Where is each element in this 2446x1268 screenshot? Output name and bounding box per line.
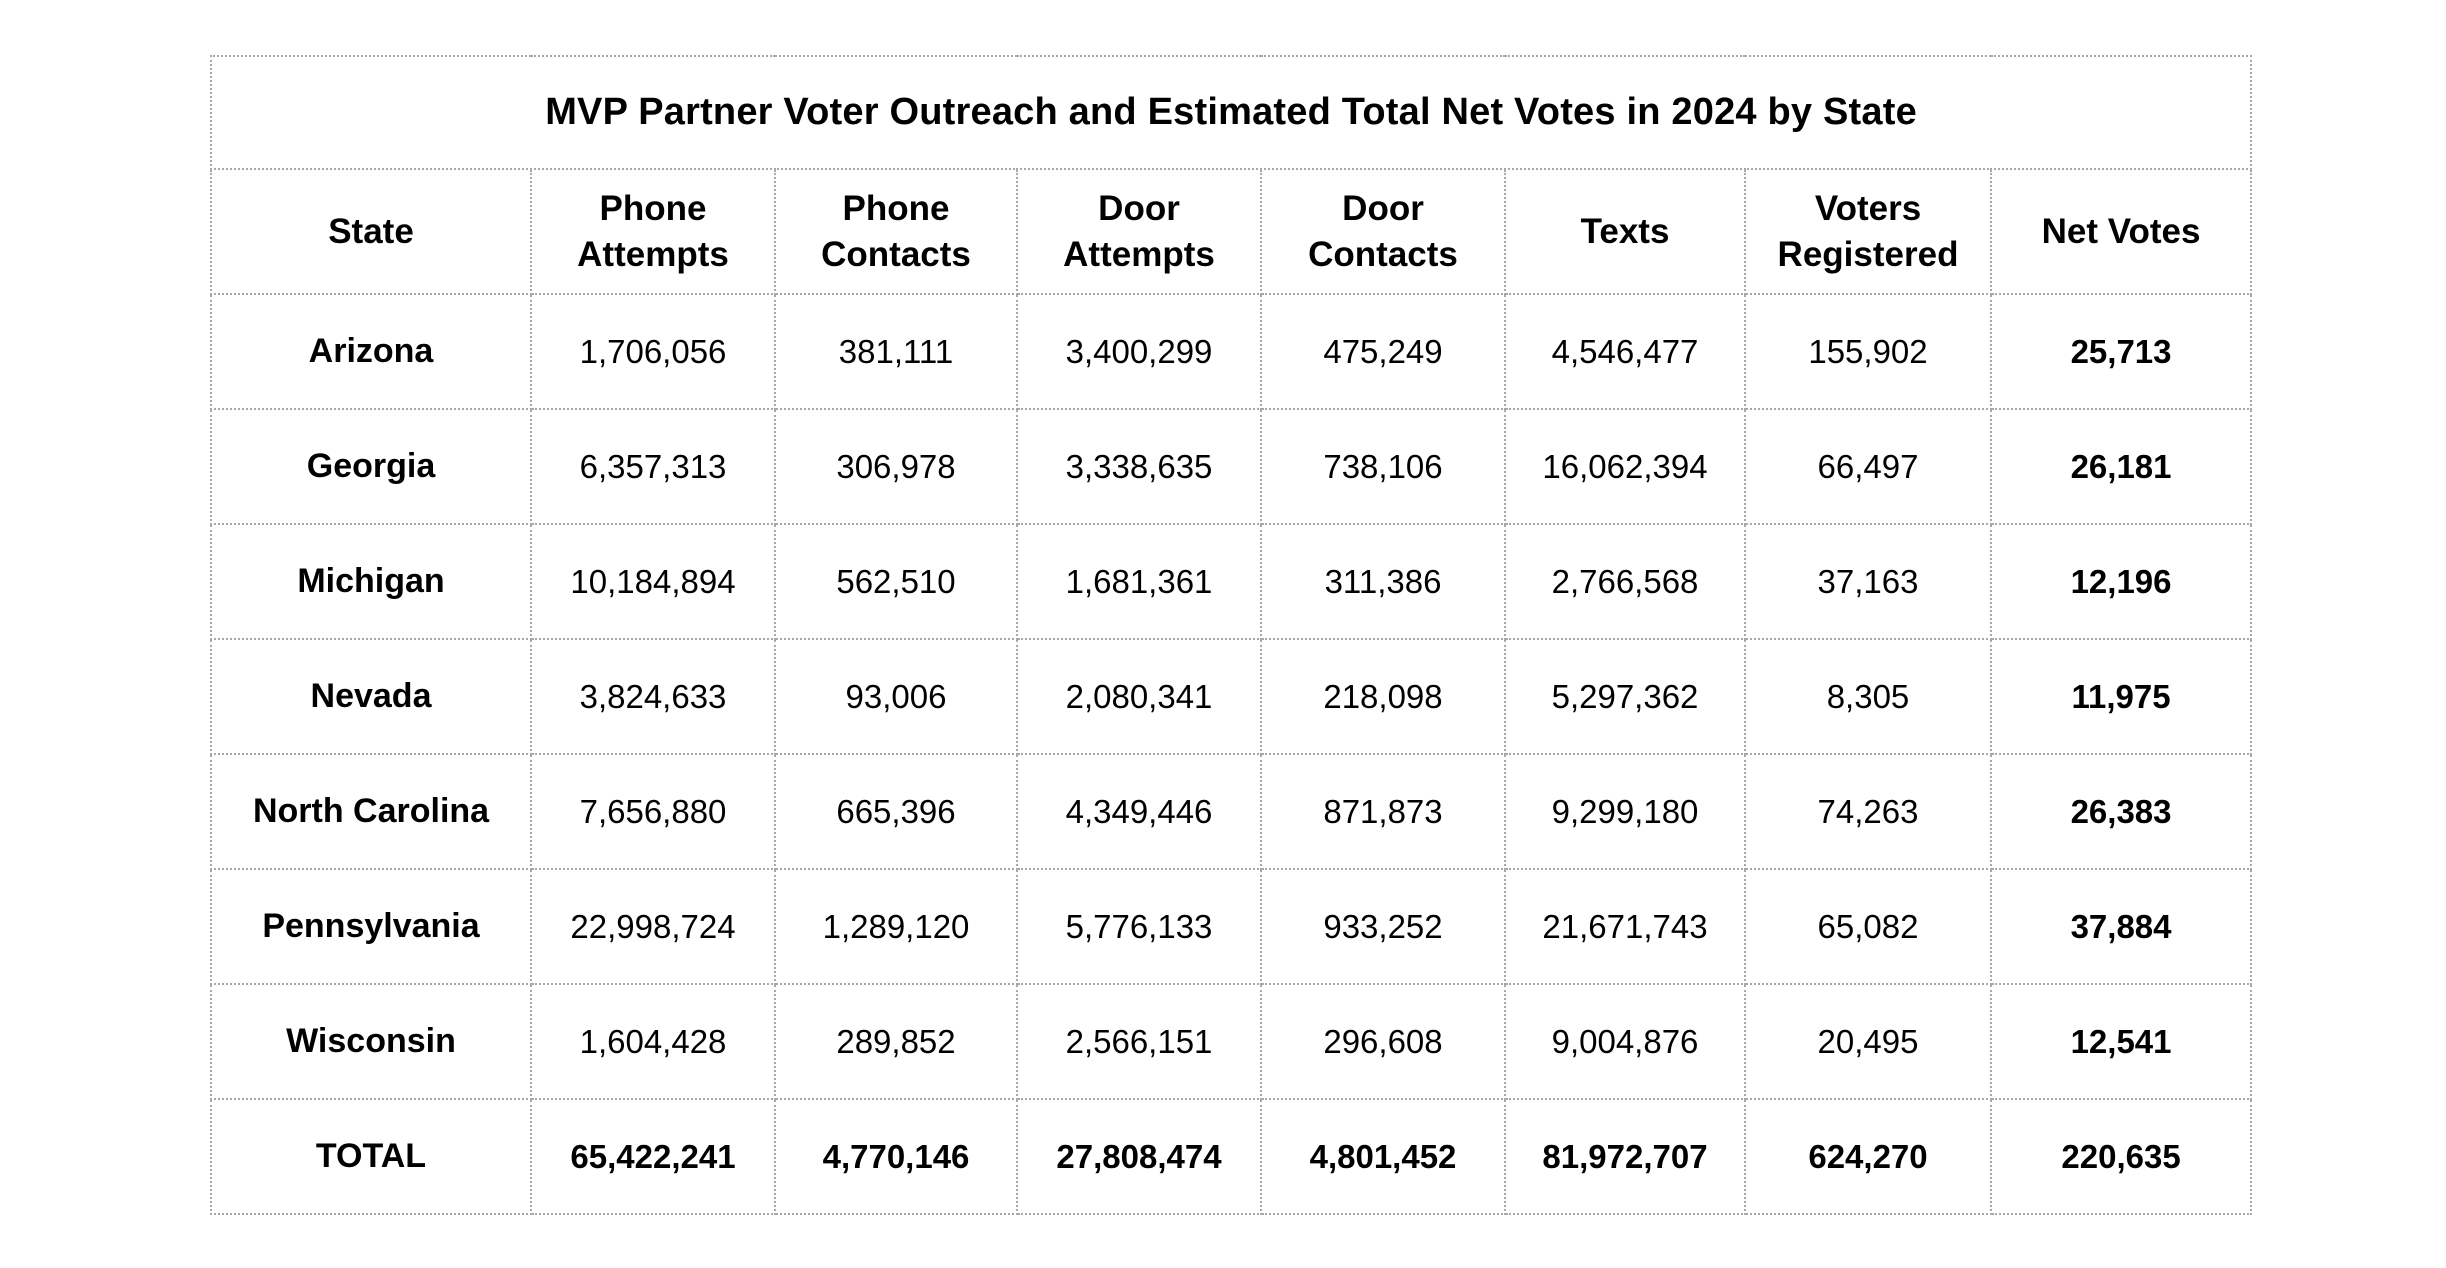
value-cell: 381,111 [775, 294, 1017, 409]
state-cell: Nevada [211, 639, 531, 754]
value-cell: 562,510 [775, 524, 1017, 639]
value-cell: 9,299,180 [1505, 754, 1745, 869]
total-label-cell: TOTAL [211, 1099, 531, 1214]
value-cell: 1,604,428 [531, 984, 775, 1099]
value-cell: 3,400,299 [1017, 294, 1261, 409]
value-cell: 871,873 [1261, 754, 1505, 869]
state-cell: Wisconsin [211, 984, 531, 1099]
value-cell: 475,249 [1261, 294, 1505, 409]
value-cell: 21,671,743 [1505, 869, 1745, 984]
value-cell: 65,082 [1745, 869, 1991, 984]
value-cell: 4,349,446 [1017, 754, 1261, 869]
table-row-total [211, 1099, 2251, 1214]
value-cell: 3,338,635 [1017, 409, 1261, 524]
net-votes-cell: 12,541 [1991, 984, 2251, 1099]
value-cell: 311,386 [1261, 524, 1505, 639]
value-cell: 2,080,341 [1017, 639, 1261, 754]
total-net-votes-cell: 220,635 [1991, 1099, 2251, 1214]
state-cell: Arizona [211, 294, 531, 409]
value-cell: 218,098 [1261, 639, 1505, 754]
total-value-cell: 65,422,241 [531, 1099, 775, 1214]
header-cell-door-contacts: Door Contacts [1261, 169, 1505, 294]
state-cell: Georgia [211, 409, 531, 524]
header-cell-phone-contacts: Phone Contacts [775, 169, 1017, 294]
table-row-michigan [211, 524, 2251, 639]
value-cell: 74,263 [1745, 754, 1991, 869]
value-cell: 10,184,894 [531, 524, 775, 639]
net-votes-cell: 37,884 [1991, 869, 2251, 984]
total-value-cell: 624,270 [1745, 1099, 1991, 1214]
table-title: MVP Partner Voter Outreach and Estimated Total Net Votes in 2024 by State [211, 56, 2251, 169]
value-cell: 1,289,120 [775, 869, 1017, 984]
value-cell: 5,297,362 [1505, 639, 1745, 754]
value-cell: 296,608 [1261, 984, 1505, 1099]
header-cell-door-attempts: Door Attempts [1017, 169, 1261, 294]
table-row-north-carolina [211, 754, 2251, 869]
value-cell: 22,998,724 [531, 869, 775, 984]
value-cell: 16,062,394 [1505, 409, 1745, 524]
value-cell: 37,163 [1745, 524, 1991, 639]
state-cell: North Carolina [211, 754, 531, 869]
state-cell: Pennsylvania [211, 869, 531, 984]
total-value-cell: 27,808,474 [1017, 1099, 1261, 1214]
value-cell: 1,706,056 [531, 294, 775, 409]
value-cell: 66,497 [1745, 409, 1991, 524]
voter-outreach-table-container [210, 55, 2250, 1213]
net-votes-cell: 26,181 [1991, 409, 2251, 524]
value-cell: 155,902 [1745, 294, 1991, 409]
value-cell: 6,357,313 [531, 409, 775, 524]
table-row-wisconsin [211, 984, 2251, 1099]
value-cell: 2,766,568 [1505, 524, 1745, 639]
voter-outreach-table [210, 55, 2252, 1215]
table-row-nevada [211, 639, 2251, 754]
value-cell: 3,824,633 [531, 639, 775, 754]
value-cell: 933,252 [1261, 869, 1505, 984]
value-cell: 93,006 [775, 639, 1017, 754]
net-votes-cell: 11,975 [1991, 639, 2251, 754]
net-votes-cell: 25,713 [1991, 294, 2251, 409]
table-row-arizona [211, 294, 2251, 409]
table-row-pennsylvania [211, 869, 2251, 984]
value-cell: 306,978 [775, 409, 1017, 524]
header-cell-state: State [211, 169, 531, 294]
value-cell: 2,566,151 [1017, 984, 1261, 1099]
net-votes-cell: 12,196 [1991, 524, 2251, 639]
value-cell: 9,004,876 [1505, 984, 1745, 1099]
header-cell-texts: Texts [1505, 169, 1745, 294]
header-cell-phone-attempts: Phone Attempts [531, 169, 775, 294]
value-cell: 5,776,133 [1017, 869, 1261, 984]
value-cell: 289,852 [775, 984, 1017, 1099]
value-cell: 20,495 [1745, 984, 1991, 1099]
header-cell-net-votes: Net Votes [1991, 169, 2251, 294]
total-value-cell: 81,972,707 [1505, 1099, 1745, 1214]
value-cell: 8,305 [1745, 639, 1991, 754]
value-cell: 7,656,880 [531, 754, 775, 869]
total-value-cell: 4,801,452 [1261, 1099, 1505, 1214]
total-value-cell: 4,770,146 [775, 1099, 1017, 1214]
value-cell: 1,681,361 [1017, 524, 1261, 639]
value-cell: 665,396 [775, 754, 1017, 869]
state-cell: Michigan [211, 524, 531, 639]
net-votes-cell: 26,383 [1991, 754, 2251, 869]
header-cell-voters-registered: Voters Registered [1745, 169, 1991, 294]
table-row-georgia [211, 409, 2251, 524]
value-cell: 4,546,477 [1505, 294, 1745, 409]
value-cell: 738,106 [1261, 409, 1505, 524]
table-header-row [211, 169, 2251, 294]
table-title-row [211, 56, 2251, 169]
